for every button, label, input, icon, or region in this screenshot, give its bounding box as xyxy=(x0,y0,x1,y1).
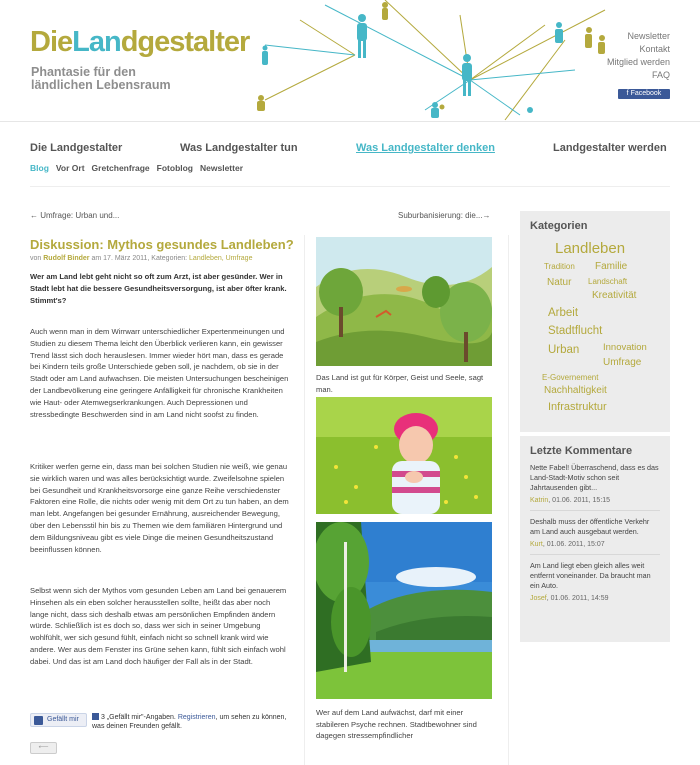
like-text-post: , um sehen zu können, was deinen Freunden gefällt. xyxy=(92,714,287,730)
image-caption-1: Das Land ist gut für Körper, Geist und Seele, sagt man. xyxy=(316,373,484,394)
subnav-newsletter[interactable]: Newsletter xyxy=(200,163,244,173)
meta-prefix: von xyxy=(30,255,42,262)
tag-landschaft[interactable]: Landschaft xyxy=(588,277,628,286)
register-link[interactable]: Registrieren xyxy=(177,714,216,721)
site-header xyxy=(0,0,700,122)
comment-date: , 01.06. 2011, 15:15 xyxy=(548,497,611,504)
comment-text: Am Land liegt eben gleich alles weit entfernt voneinander. Da braucht man ein Auto. xyxy=(530,561,651,590)
tag-infrastruktur[interactable]: Infrastruktur xyxy=(548,401,607,413)
image-caption-2: Wer auf dem Land aufwächst, darf mit einer stabileren Psyche rechnen. Stadtbewohner sind dagegen stressempfindlicher xyxy=(316,708,477,740)
comment-author[interactable]: Katrin xyxy=(530,497,549,504)
tag-cloud xyxy=(520,232,670,452)
post-paragraph-2: Kritiker werfen gerne ein, dass man bei solchen Studien nie weiß, wie genau sie wirklich waren und was alles berücksichtigt wurde. Zweifelsohne spielen bei Gesundheit und Krankheitsvorsorge eine ganze Reihe verschiedenster Faktoren eine Rolle, die nichts oder wenig mit dem Ort zu tun haben, an dem man lebt. Angefangen bei gesunder Ernährung, ausreichender Bewegung, über den Lebensstil hin bis zu Themen wie dem familiären Hintergrund und dem Bildungsniveau gibt es viele Dinge die meinen Gesundheitszustand beeinflussen können. xyxy=(30,462,289,554)
post-title[interactable]: Diskussion: Mythos gesundes Landleben? xyxy=(30,237,294,252)
facebook-button[interactable] xyxy=(618,89,670,99)
main-nav xyxy=(30,142,670,158)
like-button[interactable] xyxy=(30,713,87,727)
tag-landleben[interactable]: Landleben xyxy=(555,240,626,257)
next-post-link[interactable]: Suburbanisierung: die...→ xyxy=(398,211,491,220)
top-link-kontakt[interactable]: Kontakt xyxy=(639,44,670,54)
comment-byline xyxy=(530,539,660,550)
facebook-icon: f xyxy=(626,90,631,97)
comment-item[interactable] xyxy=(530,555,660,608)
back-button[interactable]: ⟵ xyxy=(30,742,57,754)
subnav-blog[interactable]: Blog xyxy=(30,163,49,173)
comment-byline xyxy=(530,593,660,604)
facebook-icon xyxy=(92,713,99,720)
post-categories[interactable]: Landleben, Umfrage xyxy=(189,255,253,262)
like-count-text: 3 „Gefällt mir"-Angaben. xyxy=(101,714,176,721)
subnav-fotoblog[interactable]: Fotoblog xyxy=(156,163,194,173)
facebook-like-row xyxy=(30,708,292,738)
forest-lake-image[interactable] xyxy=(316,522,492,699)
landscape-illustration-image[interactable] xyxy=(316,237,492,366)
facebook-label: Facebook xyxy=(630,90,662,97)
tag-kreativitaet[interactable]: Kreativität xyxy=(592,290,637,301)
nav-die-landgestalter[interactable]: Die Landgestalter xyxy=(30,142,123,154)
nav-was-denken[interactable]: Was Landgestalter denken xyxy=(356,142,495,154)
post-paragraph-1: Auch wenn man in dem Wirrwarr unterschiedlicher Expertenmeinungen und Studien zu diesem Thema leicht den Überblick verlieren kann, ein gewisser Trend lässt sich doch herauslesen. Immer wieder hört man, dass es gerade bei Kindern teils große Unterschiede geben soll, je nachdem, ob sie in der Stadt oder am Land aufwachsen. Die meisten Untersuchungen bescheinigen der Landbevölkerung eine geringere Anfälligkeit für chronische Krankheiten wie Haut- oder Atemwegserkrankungen. Auch Depressionen und stressbedingte Beschwerden sind in am Land nicht soofst zu finden. xyxy=(30,327,289,419)
like-label: Gefällt mir xyxy=(47,716,79,723)
tag-natur[interactable]: Natur xyxy=(547,277,572,288)
top-link-faq[interactable]: FAQ xyxy=(651,70,670,80)
tag-stadtflucht[interactable]: Stadtflucht xyxy=(548,325,603,337)
child-in-meadow-image[interactable] xyxy=(316,397,492,514)
like-text xyxy=(92,713,292,731)
post-meta xyxy=(30,255,252,262)
logo-rest: dgestalter xyxy=(120,26,250,58)
tag-urban[interactable]: Urban xyxy=(548,344,580,356)
nav-was-tun[interactable]: Was Landgestalter tun xyxy=(180,142,298,154)
nav-werden[interactable]: Landgestalter werden xyxy=(553,142,667,154)
categories-title: Kategorien xyxy=(530,220,588,232)
logo-lan: Lan xyxy=(72,26,121,58)
comments-box xyxy=(520,436,670,642)
comment-byline xyxy=(530,495,660,506)
top-link-newsletter[interactable]: Newsletter xyxy=(627,31,670,41)
comment-item[interactable] xyxy=(530,511,660,555)
comment-author[interactable]: Josef xyxy=(530,595,547,602)
thumbs-up-icon xyxy=(34,716,43,725)
comment-date: , 01.06. 2011, 15:07 xyxy=(542,541,605,548)
site-tagline: Phantasie für den ländlichen Lebensraum xyxy=(31,65,171,92)
comment-text: Deshalb muss der öffentliche Verkehr am Land auch ausgebaut werden. xyxy=(530,517,650,536)
post-lead: Wer am Land lebt geht nicht so oft zum Arzt, ist aber gesünder. Wer in Stadt lebt hat die bessere Gesundheitsversorgung, ist aber öfter krank. Stimmt's? xyxy=(30,272,287,305)
sub-nav xyxy=(30,163,250,173)
top-link-mitglied[interactable]: Mitglied werden xyxy=(606,57,670,67)
post-date: am 17. März 2011, Kategorien: xyxy=(91,255,188,262)
tag-umfrage[interactable]: Umfrage xyxy=(603,357,642,368)
tag-tradition[interactable]: Tradition xyxy=(544,262,575,271)
categories-box xyxy=(520,211,670,432)
comments-title: Letzte Kommentare xyxy=(530,445,633,457)
tag-e-governement[interactable]: E-Governement xyxy=(542,373,599,382)
comment-item[interactable] xyxy=(530,457,660,511)
prev-post-link[interactable]: ← Umfrage: Urban und... xyxy=(30,211,120,220)
comment-text: Nette Fabel! Überraschend, dass es das Land-Stadt-Motiv schon seit Jahrtausenden gibt... xyxy=(530,463,659,492)
comment-date: , 01.06. 2011, 14:59 xyxy=(546,595,609,602)
tag-nachhaltigkeit[interactable]: Nachhaltigkeit xyxy=(544,385,607,396)
logo-die: Die xyxy=(30,26,73,58)
subnav-gretchenfrage[interactable]: Gretchenfrage xyxy=(91,163,150,173)
post-paragraph-3: Selbst wenn sich der Mythos vom gesunden Leben am Land bei genauerem Hinsehen als ein eben solcher herausstellen sollte, heißt das aber noch lange nicht, dass sich deshalb etwas am persönlichen Empfinden ändern würde. Schließlich ist es doch so, dass wer sich in seiner Umgebung wohlfühlt, wer sich gesund fühlt, einfach nicht so schnell krank wird wie andere. Wer aus dem Fenster ins Grüne sehen kann, fühlt sich einfach wohl dabei. Und das ist am Land doch häufiger der Fall als in der Stadt. xyxy=(30,586,287,666)
comment-author[interactable]: Kurt xyxy=(530,541,543,548)
subnav-vor-ort[interactable]: Vor Ort xyxy=(55,163,85,173)
nav-divider xyxy=(30,186,670,187)
tag-familie[interactable]: Familie xyxy=(595,261,628,272)
column-divider-2 xyxy=(508,235,509,765)
site-logo[interactable] xyxy=(30,26,249,59)
tag-arbeit[interactable]: Arbeit xyxy=(548,307,579,319)
top-links xyxy=(607,30,670,82)
post-author[interactable]: Rudolf Binder xyxy=(43,255,90,262)
tag-innovation[interactable]: Innovation xyxy=(603,342,647,353)
header-network-illustration xyxy=(245,0,615,122)
column-divider xyxy=(304,235,305,765)
